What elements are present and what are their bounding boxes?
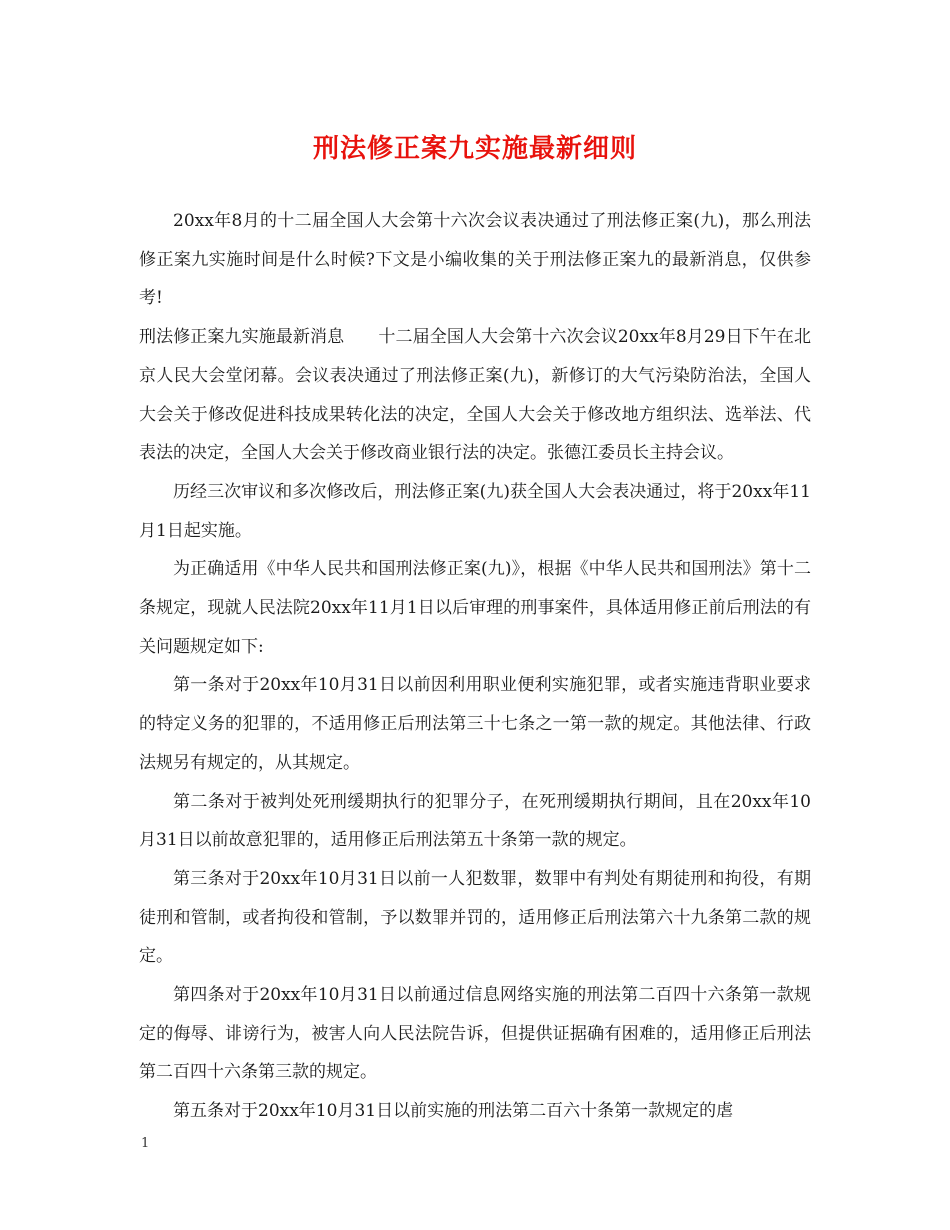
- page-number: 1: [141, 1136, 150, 1151]
- document-body: [139, 202, 811, 1131]
- paragraph-article-1: 第一条对于20xx年10月31日以前因利用职业便利实施犯罪，或者实施违背职业要求的特定义务的犯罪的，不适用修正后刑法第三十七条之一第一款的规定。其他法律、行政法规另有规定的，从其规定。: [139, 675, 811, 773]
- paragraph-article-3: 第三条对于20xx年10月31日以前一人犯数罪，数罪中有判处有期徒刑和拘役，有期徒刑和管制，或者拘役和管制，予以数罪并罚的，适用修正后刑法第六十九条第二款的规定。: [139, 868, 811, 967]
- paragraph-intro: 20xx年8月的十二届全国人大会第十六次会议表决通过了刑法修正案(九)，那么刑法修正案九实施时间是什么时候?下文是小编收集的关于刑法修正案九的最新消息，仅供参考!: [139, 211, 811, 309]
- paragraph-article-4: 第四条对于20xx年10月31日以前通过信息网络实施的刑法第二百四十六条第一款规定的侮辱、诽谤行为，被害人向人民法院告诉，但提供证据确有困难的，适用修正后刑法第二百四十六条第三款的规定。: [139, 985, 811, 1083]
- paragraph-effective-date: 历经三次审议和多次修改后，刑法修正案(九)获全国人大会表决通过，将于20xx年11月1日起实施。: [139, 481, 811, 541]
- paragraph-article-2: 第二条对于被判处死刑缓期执行的犯罪分子，在死刑缓期执行期间，且在20xx年10月31日以前故意犯罪的，适用修正后刑法第五十条第一款的规定。: [139, 791, 811, 851]
- paragraph-news: 刑法修正案九实施最新消息 十二届全国人大会第十六次会议20xx年8月29日下午在北京人民大会堂闭幕。会议表决通过了刑法修正案(九)，新修订的大气污染防治法，全国人大会关于修改促进科技成果转化法的决定，全国人大会关于修改地方组织法、选举法、代表法的决定，全国人大会关于修改商业银行法的决定。张德江委员长主持会议。: [139, 327, 811, 464]
- paragraph-preamble: 为正确适用《中华人民共和国刑法修正案(九)》，根据《中华人民共和国刑法》第十二条规定，现就人民法院20xx年11月1日以后审理的刑事案件，具体适用修正前后刑法的有关问题规定如下:: [139, 559, 811, 657]
- document-title: 刑法修正案九实施最新细则: [312, 134, 637, 164]
- paragraph-article-5: 第五条对于20xx年10月31日以前实施的刑法第二百六十条第一款规定的虐: [173, 1101, 734, 1122]
